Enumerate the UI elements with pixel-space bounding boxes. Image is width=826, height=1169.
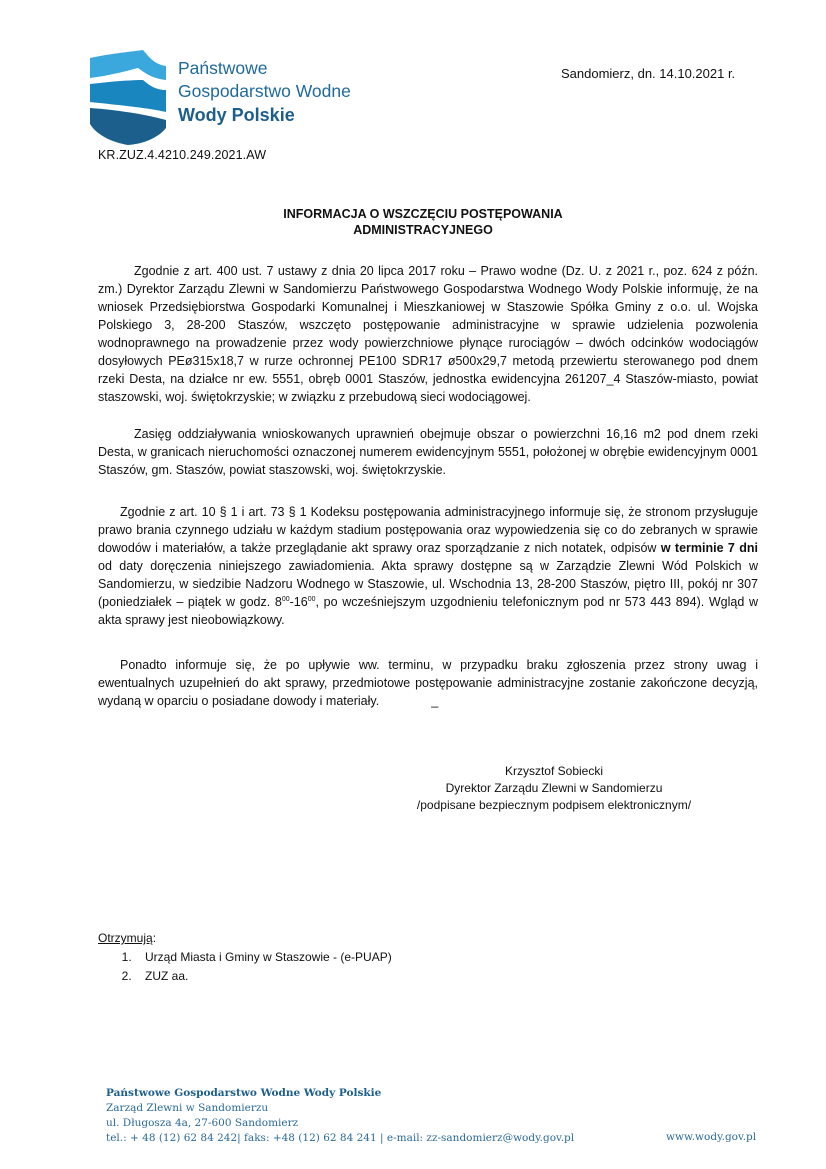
signature-block [404, 763, 704, 814]
logo-text-line2: Gospodarstwo Wodne [178, 81, 351, 101]
footer-contact: tel.: + 48 (12) 62 84 242| faks: +48 (12) 62 84 241 | e-mail: zz-sandomierz@wody.gov.pl [106, 1132, 575, 1144]
body-paragraph-2 [98, 425, 758, 479]
place-and-date: Sandomierz, dn. 14.10.2021 r. [561, 66, 736, 81]
paragraph-text [98, 656, 758, 710]
signature-note: /podpisane bezpiecznym podpisem elektronicznym/ [416, 798, 692, 812]
recipients-heading [98, 929, 392, 948]
recipients-label-suffix: : [152, 931, 157, 945]
wody-polskie-shield-icon [88, 50, 168, 145]
paragraph-text-part: od daty doręczenia niniejszego zawiadomienia. Akta sprawy dostępne są w Zarządzie Zlewni Wód Polskich w Sandomierzu, w siedzibie Nadzoru Wodnego w Staszowie, ul. Wschodnia 13, 28-200 Staszów, piętro III, pokój nr 307 (poniedziałek – piątek w godz. 8 [98, 559, 758, 609]
recipients-label: Otrzymują [98, 931, 153, 945]
paragraph-text-part: Zgodnie z art. 10 § 1 i art. 73 § 1 Kodeksu postępowania administracyjnego informuje się, że stronom przysługuje prawo brania czynnego udziału w każdym stadium postępowania oraz wypowiedzenia się co do zebranych w sprawie dowodów i materiałów, a także przeglądanie akt sprawy oraz sporządzanie z nich notatek, odpisów [98, 505, 758, 555]
deadline-highlight: w terminie 7 dni [660, 541, 758, 555]
wody-polskie-logo [88, 50, 358, 145]
recipient-item: 2. ZUZ aa. [135, 967, 392, 986]
paragraph-text-part: Ponadto informuje się, że po upływie ww. terminu, w przypadku braku zgłoszenia przez strony uwag i ewentualnych uzupełnień do akt sprawy, przedmiotowe postępowanie administracyjne zostanie zakończone decyzją, wydaną w oparciu o posiadane dowody i materiały. [98, 658, 758, 708]
footer-address: ul. Długosza 4a, 27-600 Sandomierz [106, 1117, 299, 1129]
footer-website-link[interactable]: www.wody.gov.pl [666, 1131, 757, 1143]
paragraph-text [98, 503, 758, 629]
paragraph-text: Zasięg oddziaływania wnioskowanych uprawnień obejmuje obszar o powierzchni 16,16 m2 pod dnem rzeki Desta, w granicach nieruchomości oznaczonej numerem ewidencyjnym 5551, położonej w obrębie ewidencyjnym 0001 Staszów, gm. Staszów, powiat staszowski, woj. świętokrzyskie. [98, 427, 758, 477]
signer-name: Krzysztof Sobiecki [504, 764, 604, 778]
body-paragraph-3 [98, 503, 758, 629]
signer-position: Dyrektor Zarządu Zlewni w Sandomierzu [445, 781, 663, 795]
paragraph-text-part: , po wcześniejszym uzgodnieniu telefonicznym pod nr 573 443 894). Wgląd w akta sprawy jest nieobowiązkowy. [98, 595, 759, 627]
document-title-line1: INFORMACJA O WSZCZĘCIU POSTĘPOWANIA [283, 207, 563, 221]
body-paragraph-4 [98, 656, 758, 710]
paragraph-text: Zgodnie z art. 400 ust. 7 ustawy z dnia 20 lipca 2017 roku – Prawo wodne (Dz. U. z 2021 r., poz. 624 z późn. zm.) Dyrektor Zarządu Zlewni w Sandomierzu Państwowego Gospodarstwa Wodnego Wody Polskie informuję, że na wniosek Przedsiębiorstwa Gospodarki Komunalnej i Mieszkaniowej w Staszowie Spółka Gminy z o.o. ul. Wojska Polskiego 3, 28-200 Staszów, wszczęto postępowanie administracyjne w sprawie udzielenia pozwolenia wodnoprawnego na prowadzenie przez wody powierzchniowe płynące rurociągów – dwóch odcinków wodociągów dosyłowych PEø315x18,7 w rurze ochronnej PE100 SDR17 ø500x29,7 metodą przewiertu sterowanego pod dnem rzeki Desta, na działce nr ew. 5551, obręb 0001 Staszów, jednostka ewidencyjna 261207_4 Staszów-miasto, powiat staszowski, woj. świętokrzyskie; w związku z przebudową sieci wodociągowej. [98, 264, 758, 404]
recipients-list [98, 948, 392, 986]
logo-text-line1: Państwowe [178, 58, 268, 78]
body-paragraph-1 [98, 262, 758, 406]
footer [106, 1086, 574, 1146]
hour-superscript: 00 [307, 595, 316, 603]
document-title-line2: ADMINISTRACYJNEGO [353, 223, 493, 237]
paragraph-text-part: -16 [289, 595, 308, 609]
document-title [240, 206, 606, 238]
trailing-mark: _ [431, 694, 439, 708]
hour-superscript: 00 [281, 595, 290, 603]
recipients-section [98, 929, 392, 986]
recipient-item: 1. Urząd Miasta i Gminy w Staszowie - (e-PUAP) [135, 948, 392, 967]
logo-text-line3: Wody Polskie [178, 105, 295, 125]
footer-organization: Państwowe Gospodarstwo Wodne Wody Polskie [106, 1087, 382, 1099]
footer-unit: Zarząd Zlewni w Sandomierzu [106, 1102, 269, 1114]
reference-number: KR.ZUZ.4.4210.249.2021.AW [98, 148, 267, 162]
